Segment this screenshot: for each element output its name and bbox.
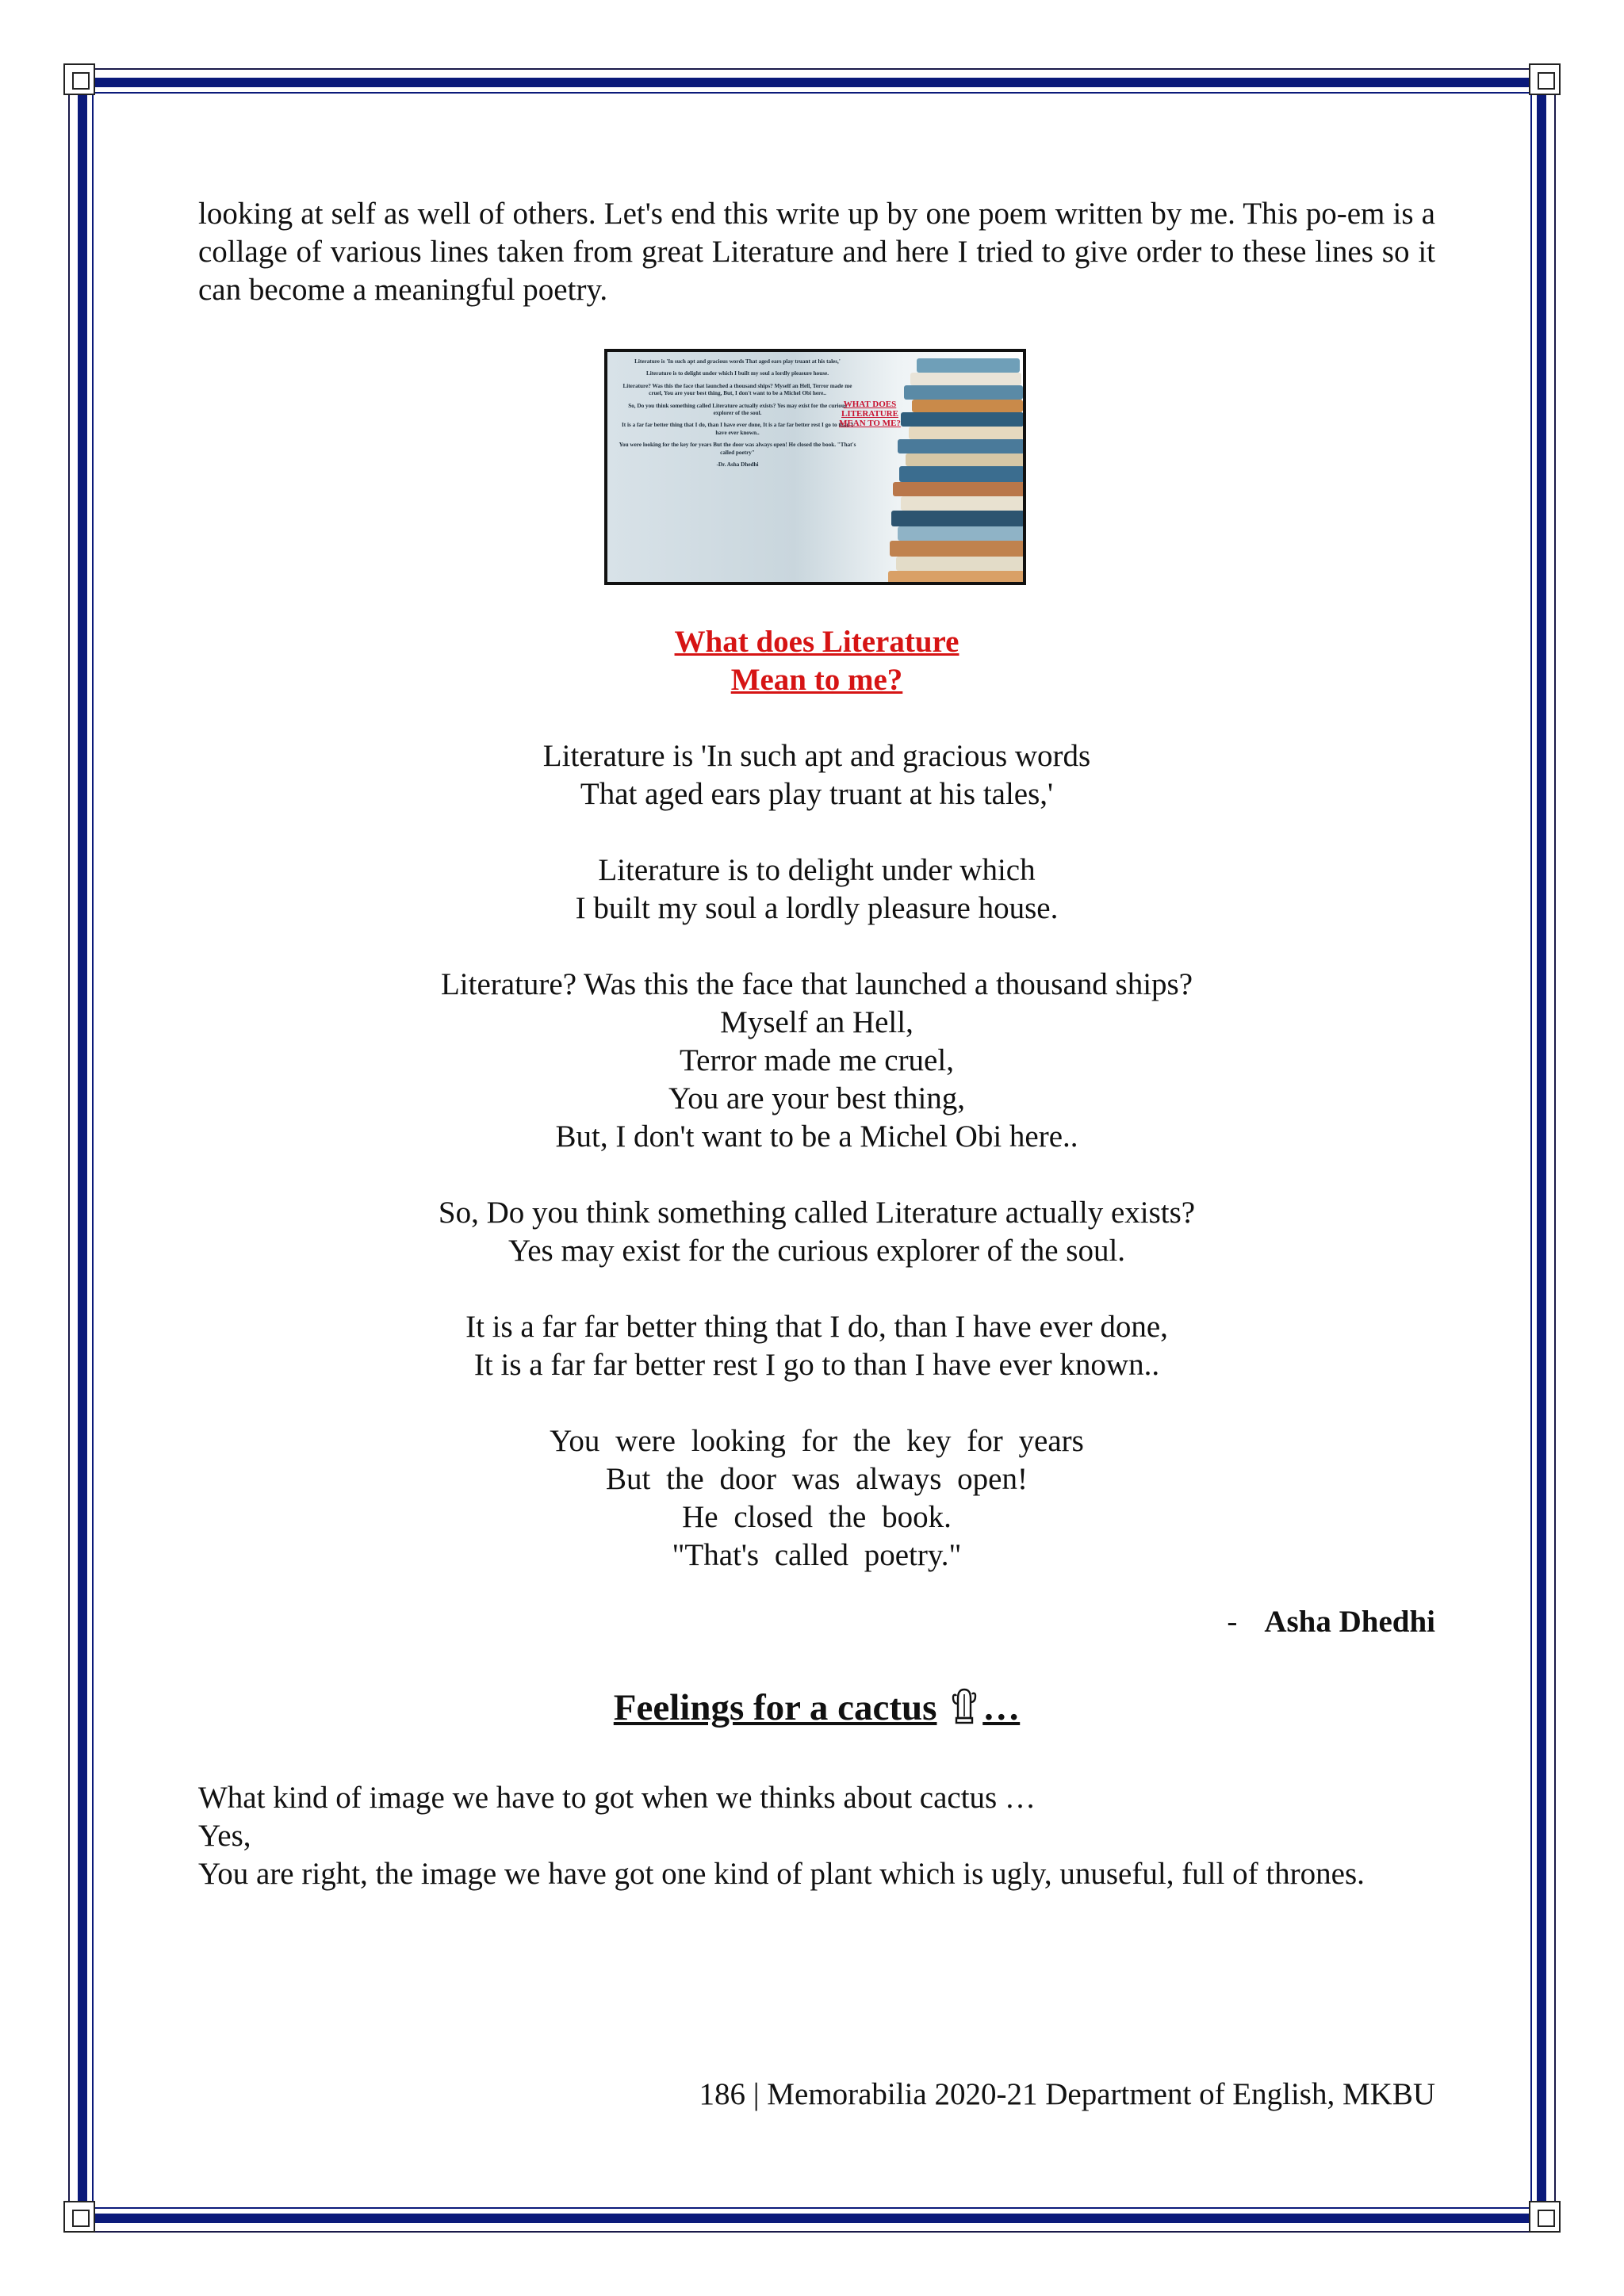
poem-line: I built my soul a lordly pleasure house. xyxy=(575,891,1059,925)
poem-body xyxy=(198,737,1435,1613)
poem-line: Myself an Hell, xyxy=(720,1005,914,1039)
poem-line: You are your best thing, xyxy=(668,1081,966,1115)
border-corner-ornament xyxy=(1529,2201,1561,2233)
poster-line: Literature is 'In such apt and gracious words That aged ears play truant at his tales,' xyxy=(634,358,841,365)
cactus-icon xyxy=(951,1686,978,1724)
paragraph-line: Yes, xyxy=(198,1819,251,1853)
poem-stanza xyxy=(198,851,1435,928)
poem-line: That aged ears play truant at his tales,' xyxy=(580,777,1054,811)
poem-title-line: Mean to me? xyxy=(730,663,903,697)
poem-line: Yes may exist for the curious explorer of the soul. xyxy=(508,1234,1126,1268)
poster-title: WHAT DOES LITERATURE MEAN TO ME? xyxy=(839,400,901,428)
book-stack-illustration xyxy=(869,352,1026,585)
poster-poem-text xyxy=(619,358,856,473)
poem-line: Literature is to delight under which xyxy=(598,853,1036,887)
cactus-paragraph xyxy=(198,1779,1435,1893)
paragraph-line: You are right, the image we have got one kind of plant which is ugly, unuseful, full of thrones. xyxy=(198,1857,1365,1891)
border-corner-ornament xyxy=(1529,63,1561,95)
poster-line: -Dr. Asha Dhedhi xyxy=(716,461,759,469)
poem-stanza xyxy=(198,966,1435,1156)
intro-paragraph: looking at self as well of others. Let's end this write up by one poem written by me. This po-em is a collage of various lines taken from great Literature and here I tried to give order to these lines so it can become a meaningful poetry. xyxy=(198,197,1435,307)
poem-line: Terror made me cruel, xyxy=(680,1043,954,1077)
poem-line: "That's called poetry." xyxy=(672,1538,962,1572)
section-heading-text: Feelings for a cactus xyxy=(613,1687,937,1728)
poem-line: It is a far far better thing that I do, than I have ever done, xyxy=(465,1310,1168,1344)
poem-line: Literature? Was this the face that launched a thousand ships? xyxy=(440,967,1193,1001)
section-heading-ellipsis: … xyxy=(982,1687,1021,1728)
poem-line: Literature is 'In such apt and gracious words xyxy=(542,739,1091,773)
poster-line: You were looking for the key for years But the door was always open! He closed the book. "That's called poetry" xyxy=(619,442,856,456)
poem-title xyxy=(198,623,1435,699)
poster-line: Literature? Was this the face that launched a thousand ships? Myself an Hell, Terror made me cruel, You are your best thing, But, I don't want to be a Michel Obi here.. xyxy=(622,382,852,397)
poem-stanza xyxy=(198,1194,1435,1270)
poem-stanza xyxy=(198,737,1435,813)
poem-line: It is a far far better rest I go to than I have ever known.. xyxy=(473,1348,1160,1382)
border-corner-ornament xyxy=(63,2201,95,2233)
poem-poster-image xyxy=(604,349,1026,585)
poem-line: But, I don't want to be a Michel Obi here.. xyxy=(555,1119,1078,1154)
poem-line: So, Do you think something called Literature actually exists? xyxy=(438,1196,1196,1230)
section-heading xyxy=(198,1686,1435,1730)
page-footer: 186 | Memorabilia 2020-21 Department of English, MKBU xyxy=(699,2077,1435,2111)
poem-stanza xyxy=(198,1422,1435,1575)
poem-line: You were looking for the key for years xyxy=(550,1424,1084,1458)
border-corner-ornament xyxy=(63,63,95,95)
poster-line: Literature is to delight under which I built my soul a lordly pleasure house. xyxy=(645,370,829,377)
poster-line: So, Do you think something called Literature actually exists? Yes may exist for the curious explorer of the soul. xyxy=(628,402,847,417)
poem-line: But the door was always open! xyxy=(606,1462,1028,1496)
paragraph-line: What kind of image we have to got when we thinks about cactus … xyxy=(198,1781,1036,1815)
poem-author xyxy=(1189,1603,1435,1641)
poem-title-line: What does Literature xyxy=(674,625,959,659)
poster-line: It is a far far better thing that I do, than I have ever done, It is a far far better rest I go to than I have ever known.. xyxy=(621,422,853,436)
poem-stanza xyxy=(198,1308,1435,1384)
poem-line: He closed the book. xyxy=(682,1500,952,1534)
author-dash: - xyxy=(1227,1605,1238,1639)
author-name: Asha Dhedhi xyxy=(1264,1605,1435,1639)
